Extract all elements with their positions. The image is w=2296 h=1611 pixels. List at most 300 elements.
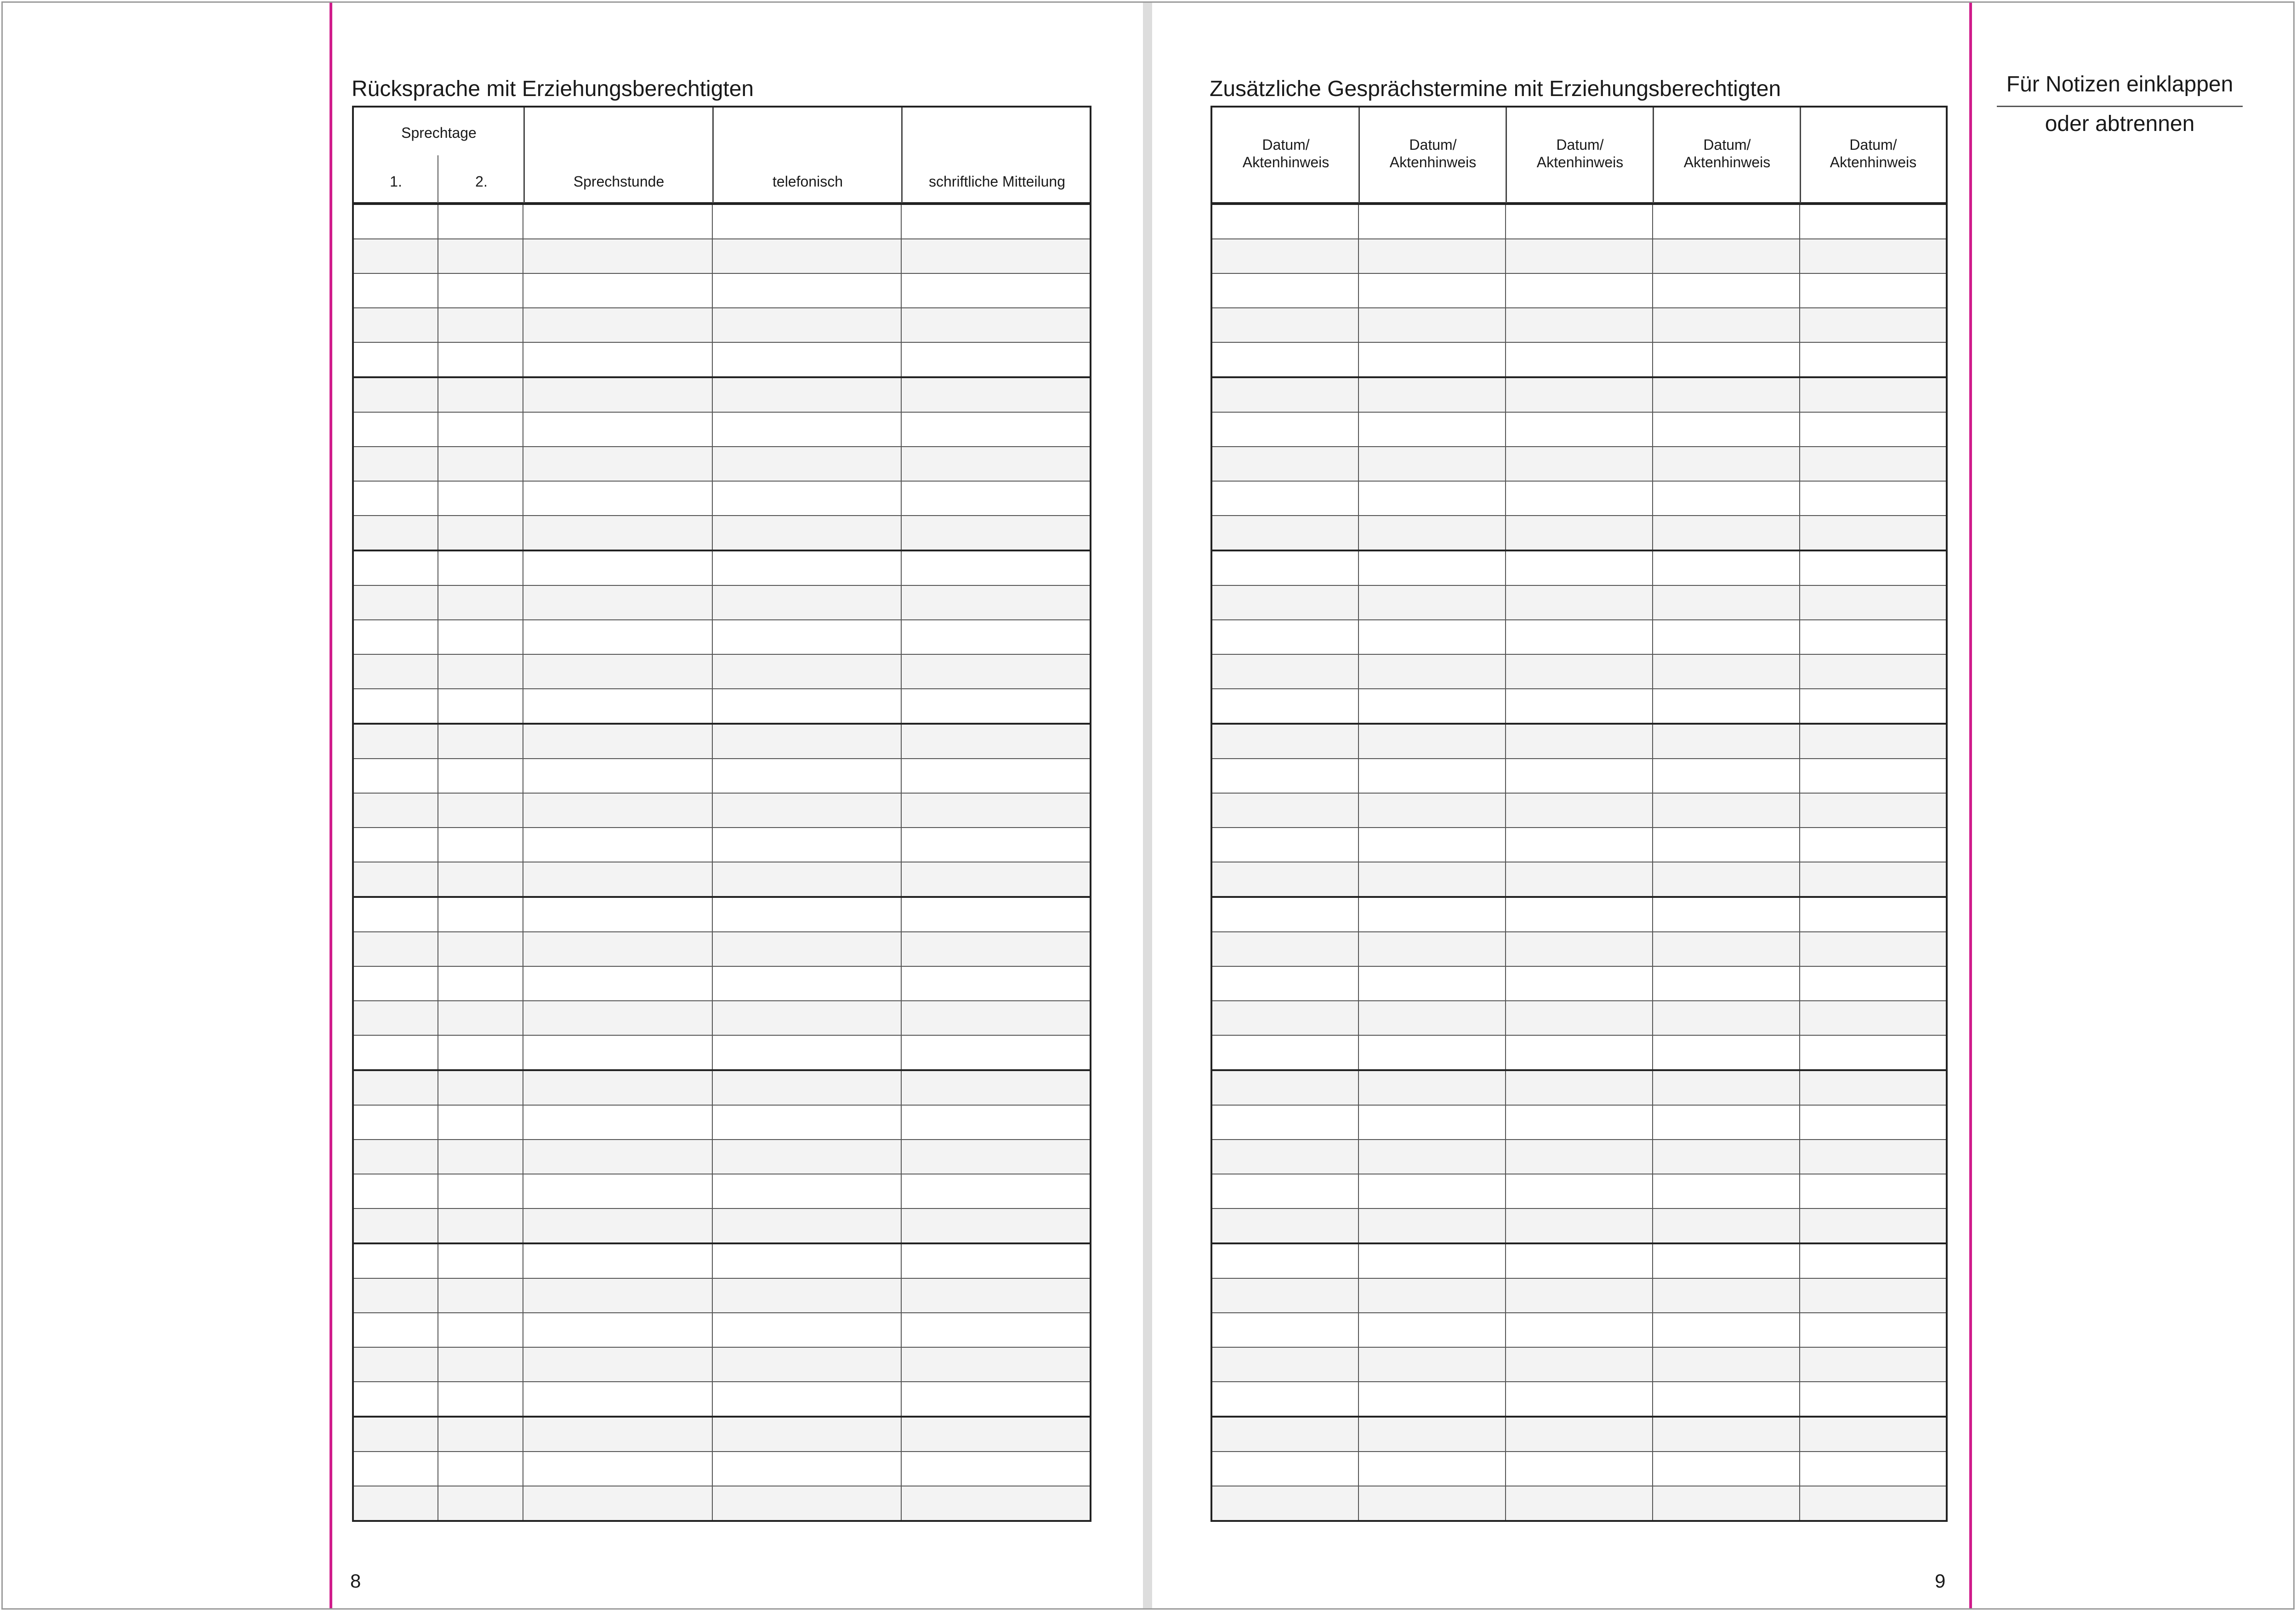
entry-cell xyxy=(523,308,712,342)
entry-cell xyxy=(1211,1486,1358,1521)
entry-cell xyxy=(1800,412,1947,447)
entry-cell xyxy=(712,412,902,447)
entry-cell xyxy=(353,1347,438,1382)
table-row xyxy=(353,1001,1091,1035)
entry-cell xyxy=(1506,1070,1653,1105)
entry-cell xyxy=(353,759,438,793)
entry-cell xyxy=(1358,620,1506,654)
table-row xyxy=(353,1035,1091,1070)
entry-cell xyxy=(1506,1208,1653,1243)
entry-cell xyxy=(1506,204,1653,239)
entry-cell xyxy=(1358,481,1506,516)
table-row xyxy=(1211,1174,1947,1208)
entry-cell xyxy=(712,620,902,654)
entry-cell xyxy=(1506,689,1653,724)
entry-cell xyxy=(1358,1208,1506,1243)
entry-cell xyxy=(1211,1243,1358,1278)
entry-cell xyxy=(712,1486,902,1521)
entry-cell xyxy=(1800,759,1947,793)
entry-cell xyxy=(901,1070,1091,1105)
entry-cell xyxy=(1358,447,1506,481)
entry-cell xyxy=(1506,724,1653,759)
table-row xyxy=(353,377,1091,412)
entry-cell xyxy=(1800,828,1947,862)
entry-cell xyxy=(1358,342,1506,377)
table-row xyxy=(1211,585,1947,620)
entry-cell xyxy=(1800,516,1947,550)
entry-cell xyxy=(1653,759,1800,793)
entry-cell xyxy=(438,1417,523,1452)
entry-cell xyxy=(438,654,523,689)
entry-cell xyxy=(1800,1313,1947,1347)
entry-cell xyxy=(901,966,1091,1001)
entry-cell xyxy=(1800,1347,1947,1382)
entry-cell xyxy=(1653,689,1800,724)
entry-cell xyxy=(901,239,1091,273)
table-row xyxy=(353,1278,1091,1313)
entry-cell xyxy=(901,1174,1091,1208)
left-page-number: 8 xyxy=(350,1570,361,1592)
entry-cell xyxy=(1800,1452,1947,1486)
entry-cell xyxy=(353,793,438,828)
datum-label-3: Datum/ Aktenhinweis xyxy=(1536,136,1624,170)
entry-cell xyxy=(1506,1452,1653,1486)
entry-cell xyxy=(1506,377,1653,412)
entry-cell xyxy=(901,585,1091,620)
entry-cell xyxy=(353,481,438,516)
entry-cell xyxy=(1358,862,1506,897)
entry-cell xyxy=(1211,759,1358,793)
table-row xyxy=(353,1174,1091,1208)
entry-cell xyxy=(523,759,712,793)
entry-cell xyxy=(1506,1243,1653,1278)
entry-cell xyxy=(1506,1105,1653,1140)
entry-cell xyxy=(1358,308,1506,342)
entry-cell xyxy=(1653,1452,1800,1486)
entry-cell xyxy=(1653,793,1800,828)
entry-cell xyxy=(1800,689,1947,724)
datum-label-4: Datum/ Aktenhinweis xyxy=(1683,136,1771,170)
entry-cell xyxy=(353,1070,438,1105)
table-row xyxy=(1211,342,1947,377)
entry-cell xyxy=(1211,447,1358,481)
entry-cell xyxy=(438,1486,523,1521)
entry-cell xyxy=(438,273,523,308)
entry-cell xyxy=(712,377,902,412)
entry-cell xyxy=(1653,724,1800,759)
table-row xyxy=(353,447,1091,481)
table-row xyxy=(353,550,1091,585)
entry-cell xyxy=(1211,412,1358,447)
entry-cell xyxy=(712,932,902,966)
table-row xyxy=(353,932,1091,966)
entry-cell xyxy=(1506,585,1653,620)
entry-cell xyxy=(353,1174,438,1208)
table-row xyxy=(353,308,1091,342)
entry-cell xyxy=(353,828,438,862)
table-row xyxy=(1211,689,1947,724)
entry-cell xyxy=(1358,1452,1506,1486)
entry-cell xyxy=(523,724,712,759)
entry-cell xyxy=(1800,1278,1947,1313)
entry-cell xyxy=(1506,447,1653,481)
entry-cell xyxy=(1800,1001,1947,1035)
entry-cell xyxy=(1653,412,1800,447)
entry-cell xyxy=(438,1001,523,1035)
left-entry-rows xyxy=(353,204,1091,1521)
datum-label-5: Datum/ Aktenhinweis xyxy=(1830,136,1917,170)
entry-cell xyxy=(353,342,438,377)
entry-cell xyxy=(1506,1313,1653,1347)
entry-cell xyxy=(712,342,902,377)
table-row xyxy=(1211,308,1947,342)
entry-cell xyxy=(712,1105,902,1140)
fold-line xyxy=(1969,3,1972,1608)
entry-cell xyxy=(1653,1278,1800,1313)
entry-cell xyxy=(1358,412,1506,447)
entry-cell xyxy=(438,1347,523,1382)
entry-cell xyxy=(438,412,523,447)
entry-cell xyxy=(1358,793,1506,828)
table-row xyxy=(353,1313,1091,1347)
entry-cell xyxy=(1358,1140,1506,1174)
entry-cell xyxy=(1211,550,1358,585)
entry-cell xyxy=(523,966,712,1001)
entry-cell xyxy=(901,1417,1091,1452)
entry-cell xyxy=(523,828,712,862)
entry-cell xyxy=(901,447,1091,481)
entry-cell xyxy=(438,620,523,654)
table-row xyxy=(353,412,1091,447)
entry-cell xyxy=(1653,1417,1800,1452)
table-row xyxy=(353,1243,1091,1278)
entry-cell xyxy=(523,1278,712,1313)
entry-cell xyxy=(1653,1174,1800,1208)
entry-cell xyxy=(523,897,712,932)
entry-cell xyxy=(1211,1174,1358,1208)
entry-cell xyxy=(1800,1417,1947,1452)
table-row xyxy=(1211,1382,1947,1417)
entry-cell xyxy=(1506,1382,1653,1417)
entry-cell xyxy=(353,1105,438,1140)
entry-cell xyxy=(901,516,1091,550)
entry-cell xyxy=(712,793,902,828)
entry-cell xyxy=(1211,481,1358,516)
entry-cell xyxy=(1211,516,1358,550)
entry-cell xyxy=(523,412,712,447)
entry-cell xyxy=(1211,1452,1358,1486)
entry-cell xyxy=(1211,308,1358,342)
entry-cell xyxy=(1800,1070,1947,1105)
entry-cell xyxy=(712,1208,902,1243)
entry-cell xyxy=(1800,897,1947,932)
entry-cell xyxy=(901,481,1091,516)
entry-cell xyxy=(1506,273,1653,308)
entry-cell xyxy=(1211,793,1358,828)
entry-cell xyxy=(1800,1174,1947,1208)
entry-cell xyxy=(438,585,523,620)
entry-cell xyxy=(901,1243,1091,1278)
entry-cell xyxy=(712,516,902,550)
entry-cell xyxy=(523,1208,712,1243)
entry-cell xyxy=(1506,1278,1653,1313)
entry-cell xyxy=(1653,550,1800,585)
entry-cell xyxy=(901,377,1091,412)
entry-cell xyxy=(523,550,712,585)
entry-cell xyxy=(1211,689,1358,724)
entry-cell xyxy=(1800,377,1947,412)
entry-cell xyxy=(1358,932,1506,966)
entry-cell xyxy=(1358,654,1506,689)
entry-cell xyxy=(1358,1417,1506,1452)
entry-cell xyxy=(1506,1035,1653,1070)
entry-cell xyxy=(1800,1382,1947,1417)
entry-cell xyxy=(901,620,1091,654)
entry-cell xyxy=(712,724,902,759)
entry-cell xyxy=(523,273,712,308)
table-row xyxy=(353,689,1091,724)
table-row xyxy=(353,654,1091,689)
table-row xyxy=(1211,1001,1947,1035)
entry-cell xyxy=(1800,1140,1947,1174)
entry-cell xyxy=(1506,932,1653,966)
entry-cell xyxy=(438,724,523,759)
entry-cell xyxy=(1358,966,1506,1001)
entry-cell xyxy=(1653,897,1800,932)
table-row xyxy=(1211,966,1947,1001)
entry-cell xyxy=(523,1035,712,1070)
table-row xyxy=(353,342,1091,377)
entry-cell xyxy=(523,377,712,412)
table-row xyxy=(1211,1035,1947,1070)
right-page-number: 9 xyxy=(1935,1570,1946,1592)
entry-cell xyxy=(1653,342,1800,377)
entry-cell xyxy=(523,585,712,620)
entry-cell xyxy=(523,689,712,724)
entry-cell xyxy=(438,793,523,828)
entry-cell xyxy=(901,759,1091,793)
entry-cell xyxy=(712,1278,902,1313)
entry-cell xyxy=(438,966,523,1001)
sprechtage-label: Sprechtage xyxy=(401,125,477,141)
entry-cell xyxy=(1358,550,1506,585)
entry-cell xyxy=(1211,966,1358,1001)
entry-cell xyxy=(523,1313,712,1347)
entry-cell xyxy=(1653,1347,1800,1382)
entry-cell xyxy=(353,1001,438,1035)
entry-cell xyxy=(901,1105,1091,1140)
entry-cell xyxy=(901,342,1091,377)
right-entry-rows xyxy=(1211,204,1947,1521)
entry-cell xyxy=(353,966,438,1001)
entry-cell xyxy=(901,654,1091,689)
table-row xyxy=(1211,204,1947,239)
left-table-header xyxy=(352,106,1091,204)
table-row xyxy=(1211,550,1947,585)
entry-cell xyxy=(353,897,438,932)
entry-cell xyxy=(1211,377,1358,412)
entry-cell xyxy=(353,1382,438,1417)
table-row xyxy=(353,1486,1091,1521)
entry-cell xyxy=(1211,862,1358,897)
entry-cell xyxy=(1211,204,1358,239)
entry-cell xyxy=(353,1313,438,1347)
entry-cell xyxy=(523,1452,712,1486)
entry-cell xyxy=(1506,620,1653,654)
right-page-title: Zusätzliche Gesprächstermine mit Erziehungsberechtigten xyxy=(1210,77,1781,101)
table-row xyxy=(353,828,1091,862)
entry-cell xyxy=(1653,1035,1800,1070)
entry-cell xyxy=(1653,239,1800,273)
entry-cell xyxy=(712,654,902,689)
entry-cell xyxy=(1358,585,1506,620)
entry-cell xyxy=(438,828,523,862)
entry-cell xyxy=(353,239,438,273)
table-row xyxy=(1211,273,1947,308)
entry-cell xyxy=(712,308,902,342)
entry-cell xyxy=(712,585,902,620)
table-row xyxy=(1211,1452,1947,1486)
datum-label-2: Datum/ Aktenhinweis xyxy=(1389,136,1477,170)
table-row xyxy=(353,204,1091,239)
entry-cell xyxy=(1800,239,1947,273)
entry-cell xyxy=(901,1486,1091,1521)
entry-cell xyxy=(712,239,902,273)
entry-cell xyxy=(1800,204,1947,239)
entry-cell xyxy=(353,1486,438,1521)
entry-cell xyxy=(1800,1105,1947,1140)
entry-cell xyxy=(1211,1070,1358,1105)
entry-cell xyxy=(712,1035,902,1070)
entry-cell xyxy=(1800,932,1947,966)
entry-cell xyxy=(1358,759,1506,793)
entry-cell xyxy=(712,1174,902,1208)
entry-cell xyxy=(1506,1174,1653,1208)
entry-cell xyxy=(901,1313,1091,1347)
entry-cell xyxy=(1506,828,1653,862)
table-row xyxy=(1211,1070,1947,1105)
entry-cell xyxy=(523,204,712,239)
entry-cell xyxy=(1211,585,1358,620)
telefonisch-label: telefonisch xyxy=(773,173,843,190)
table-row xyxy=(353,1417,1091,1452)
entry-cell xyxy=(1211,1140,1358,1174)
entry-cell xyxy=(1506,481,1653,516)
entry-cell xyxy=(1358,377,1506,412)
table-row xyxy=(353,897,1091,932)
entry-cell xyxy=(1211,273,1358,308)
entry-cell xyxy=(1506,1486,1653,1521)
entry-cell xyxy=(1358,239,1506,273)
entry-cell xyxy=(1800,1035,1947,1070)
entry-cell xyxy=(1358,1382,1506,1417)
entry-cell xyxy=(712,759,902,793)
entry-cell xyxy=(1506,759,1653,793)
entry-cell xyxy=(438,1382,523,1417)
entry-cell xyxy=(901,1278,1091,1313)
sprechstunde-label: Sprechstunde xyxy=(573,173,665,190)
table-row xyxy=(1211,1105,1947,1140)
table-row xyxy=(1211,447,1947,481)
table-row xyxy=(353,1382,1091,1417)
entry-cell xyxy=(438,1070,523,1105)
entry-cell xyxy=(1506,342,1653,377)
entry-cell xyxy=(438,377,523,412)
table-row xyxy=(1211,1313,1947,1347)
entry-cell xyxy=(353,204,438,239)
entry-cell xyxy=(1358,516,1506,550)
entry-cell xyxy=(1358,1486,1506,1521)
entry-cell xyxy=(712,1382,902,1417)
flap-note-divider xyxy=(1997,106,2243,107)
sprechtag-2-label: 2. xyxy=(475,173,488,190)
entry-cell xyxy=(353,689,438,724)
entry-cell xyxy=(353,1278,438,1313)
entry-cell xyxy=(901,1452,1091,1486)
entry-cell xyxy=(1653,1001,1800,1035)
entry-cell xyxy=(712,1452,902,1486)
entry-cell xyxy=(438,239,523,273)
entry-cell xyxy=(1211,620,1358,654)
entry-cell xyxy=(1506,550,1653,585)
book-gutter xyxy=(1143,3,1152,1608)
entry-cell xyxy=(523,793,712,828)
entry-cell xyxy=(1653,1486,1800,1521)
entry-cell xyxy=(438,550,523,585)
entry-cell xyxy=(353,585,438,620)
entry-cell xyxy=(1800,447,1947,481)
table-row xyxy=(1211,932,1947,966)
entry-cell xyxy=(1653,481,1800,516)
entry-cell xyxy=(712,273,902,308)
entry-cell xyxy=(1211,1417,1358,1452)
right-table-header xyxy=(1211,106,1948,204)
table-row xyxy=(1211,724,1947,759)
entry-cell xyxy=(1358,1243,1506,1278)
entry-cell xyxy=(353,1452,438,1486)
entry-cell xyxy=(1211,1347,1358,1382)
entry-cell xyxy=(1653,516,1800,550)
table-row xyxy=(353,759,1091,793)
entry-cell xyxy=(1800,308,1947,342)
entry-cell xyxy=(353,1243,438,1278)
entry-cell xyxy=(438,1243,523,1278)
entry-cell xyxy=(438,1174,523,1208)
entry-cell xyxy=(523,1417,712,1452)
right-entry-table xyxy=(1211,203,1948,1522)
entry-cell xyxy=(1653,204,1800,239)
schriftliche-mitteilung-label: schriftliche Mitteilung xyxy=(929,173,1065,190)
entry-cell xyxy=(1211,1001,1358,1035)
table-row xyxy=(353,1105,1091,1140)
entry-cell xyxy=(353,862,438,897)
entry-cell xyxy=(523,1174,712,1208)
entry-cell xyxy=(712,1243,902,1278)
table-row xyxy=(353,1452,1091,1486)
entry-cell xyxy=(901,897,1091,932)
entry-cell xyxy=(712,447,902,481)
entry-cell xyxy=(1800,481,1947,516)
entry-cell xyxy=(438,862,523,897)
sprechtag-1-label: 1. xyxy=(390,173,402,190)
entry-cell xyxy=(523,239,712,273)
entry-cell xyxy=(438,897,523,932)
entry-cell xyxy=(1358,897,1506,932)
entry-cell xyxy=(353,412,438,447)
entry-cell xyxy=(1506,897,1653,932)
left-entry-table xyxy=(352,203,1091,1522)
entry-cell xyxy=(1358,204,1506,239)
